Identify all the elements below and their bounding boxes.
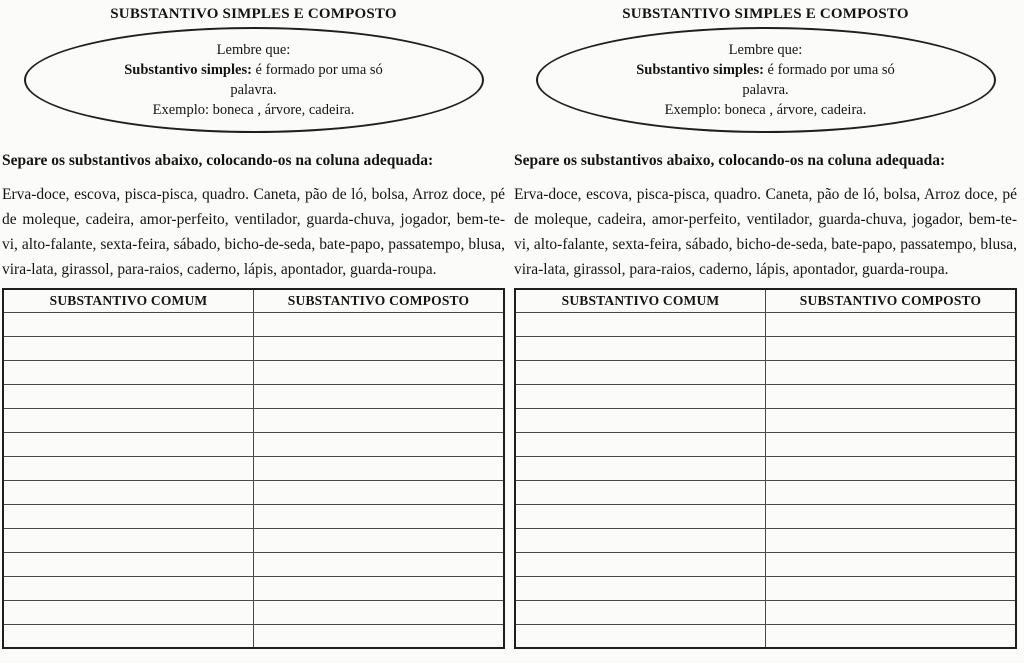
- page-title: SUBSTANTIVO SIMPLES E COMPOSTO: [110, 6, 397, 22]
- empty-cell: [515, 600, 766, 624]
- table-row: [515, 456, 1016, 480]
- table-row: [3, 528, 504, 552]
- empty-cell: [254, 576, 505, 600]
- sorting-table: [2, 288, 505, 649]
- empty-cell: [254, 432, 505, 456]
- empty-cell: [254, 480, 505, 504]
- empty-cell: [3, 456, 254, 480]
- empty-cell: [515, 576, 766, 600]
- instruction-text: Separe os substantivos abaixo, colocando-os na coluna adequada:: [514, 152, 946, 169]
- empty-cell: [254, 456, 505, 480]
- empty-cell: [3, 600, 254, 624]
- empty-cell: [766, 456, 1017, 480]
- empty-cell: [766, 480, 1017, 504]
- empty-cell: [515, 336, 766, 360]
- empty-cell: [3, 624, 254, 648]
- table-row: [515, 336, 1016, 360]
- page-title: SUBSTANTIVO SIMPLES E COMPOSTO: [622, 6, 909, 22]
- empty-cell: [515, 504, 766, 528]
- table-row: [515, 480, 1016, 504]
- empty-cell: [766, 336, 1017, 360]
- reminder-term: Substantivo simples:: [636, 62, 764, 78]
- reminder-intro: Lembre que:: [216, 42, 291, 58]
- table-header-row: [515, 289, 1016, 312]
- empty-cell: [254, 528, 505, 552]
- reminder-text: [89, 40, 419, 120]
- empty-cell: [515, 312, 766, 336]
- reminder-definition-rest: é formado por uma só: [763, 62, 895, 78]
- table-row: [3, 384, 504, 408]
- reminder-definition-wrap: palavra.: [230, 82, 277, 98]
- column-header-composto: SUBSTANTIVO COMPOSTO: [254, 289, 505, 312]
- empty-cell: [766, 360, 1017, 384]
- word-list: Erva-doce, escova, pisca-pisca, quadro. Caneta, pão de ló, bolsa, Arroz doce, pé de moleque, cadeira, amor-perfeito, ventilador, guarda-chuva, jogador, bem-te-vi, alto-falante, sexta-feira, sábado, bicho-de-seda, bate-papo, passatempo, blusa, vira-lata, girassol, para-raios, caderno, lápis, apontador, guarda-roupa.: [2, 186, 505, 278]
- table-header-row: [3, 289, 504, 312]
- empty-cell: [3, 312, 254, 336]
- table-row: [3, 552, 504, 576]
- table-row: [515, 576, 1016, 600]
- empty-cell: [766, 528, 1017, 552]
- table-row: [3, 504, 504, 528]
- table-row: [515, 504, 1016, 528]
- empty-cell: [254, 384, 505, 408]
- empty-cell: [515, 528, 766, 552]
- empty-cell: [766, 432, 1017, 456]
- reminder-example: Exemplo: boneca , árvore, cadeira.: [152, 102, 355, 118]
- table-body: [515, 312, 1016, 648]
- empty-cell: [3, 576, 254, 600]
- empty-cell: [766, 384, 1017, 408]
- reminder-definition: [601, 60, 931, 80]
- table-row: [3, 576, 504, 600]
- column-header-composto: SUBSTANTIVO COMPOSTO: [766, 289, 1017, 312]
- empty-cell: [766, 576, 1017, 600]
- empty-cell: [3, 528, 254, 552]
- reminder-intro: Lembre que:: [728, 42, 803, 58]
- worksheet-copy-right: [514, 0, 1017, 663]
- empty-cell: [515, 624, 766, 648]
- empty-cell: [254, 408, 505, 432]
- empty-cell: [766, 312, 1017, 336]
- table-row: [3, 600, 504, 624]
- table-row: [3, 408, 504, 432]
- reminder-definition: [89, 60, 419, 80]
- table-row: [515, 408, 1016, 432]
- table-row: [3, 624, 504, 648]
- empty-cell: [3, 336, 254, 360]
- empty-cell: [766, 408, 1017, 432]
- empty-cell: [515, 408, 766, 432]
- empty-cell: [254, 600, 505, 624]
- empty-cell: [766, 504, 1017, 528]
- empty-cell: [766, 624, 1017, 648]
- worksheet-copy-left: [2, 0, 505, 663]
- empty-cell: [3, 504, 254, 528]
- reminder-text: [601, 40, 931, 120]
- table-row: [515, 600, 1016, 624]
- table-row: [515, 624, 1016, 648]
- empty-cell: [254, 624, 505, 648]
- table-row: [3, 432, 504, 456]
- table-row: [515, 552, 1016, 576]
- empty-cell: [3, 480, 254, 504]
- sorting-table: [514, 288, 1017, 649]
- empty-cell: [254, 336, 505, 360]
- column-header-comum: SUBSTANTIVO COMUM: [515, 289, 766, 312]
- empty-cell: [3, 552, 254, 576]
- table-row: [3, 456, 504, 480]
- table-row: [3, 360, 504, 384]
- empty-cell: [515, 432, 766, 456]
- table-row: [3, 480, 504, 504]
- table-row: [3, 312, 504, 336]
- table-row: [515, 528, 1016, 552]
- table-body: [3, 312, 504, 648]
- table-row: [515, 384, 1016, 408]
- reminder-definition-wrap: palavra.: [742, 82, 789, 98]
- reminder-term: Substantivo simples:: [124, 62, 252, 78]
- empty-cell: [254, 504, 505, 528]
- instruction-text: Separe os substantivos abaixo, colocando-os na coluna adequada:: [2, 152, 434, 169]
- table-row: [515, 312, 1016, 336]
- empty-cell: [515, 360, 766, 384]
- empty-cell: [515, 384, 766, 408]
- empty-cell: [766, 552, 1017, 576]
- column-header-comum: SUBSTANTIVO COMUM: [3, 289, 254, 312]
- reminder-definition-rest: é formado por uma só: [251, 62, 383, 78]
- word-list: Erva-doce, escova, pisca-pisca, quadro. Caneta, pão de ló, bolsa, Arroz doce, pé de moleque, cadeira, amor-perfeito, ventilador, guarda-chuva, jogador, bem-te-vi, alto-falante, sexta-feira, sábado, bicho-de-seda, bate-papo, passatempo, blusa, vira-lata, girassol, para-raios, caderno, lápis, apontador, guarda-roupa.: [514, 186, 1017, 278]
- empty-cell: [3, 408, 254, 432]
- empty-cell: [3, 384, 254, 408]
- empty-cell: [254, 552, 505, 576]
- empty-cell: [515, 480, 766, 504]
- empty-cell: [254, 360, 505, 384]
- reminder-ellipse: [536, 27, 996, 133]
- reminder-example: Exemplo: boneca , árvore, cadeira.: [664, 102, 867, 118]
- table-row: [515, 432, 1016, 456]
- table-row: [3, 336, 504, 360]
- empty-cell: [3, 432, 254, 456]
- empty-cell: [515, 552, 766, 576]
- empty-cell: [3, 360, 254, 384]
- empty-cell: [766, 600, 1017, 624]
- reminder-ellipse: [24, 27, 484, 133]
- empty-cell: [515, 456, 766, 480]
- table-row: [515, 360, 1016, 384]
- empty-cell: [254, 312, 505, 336]
